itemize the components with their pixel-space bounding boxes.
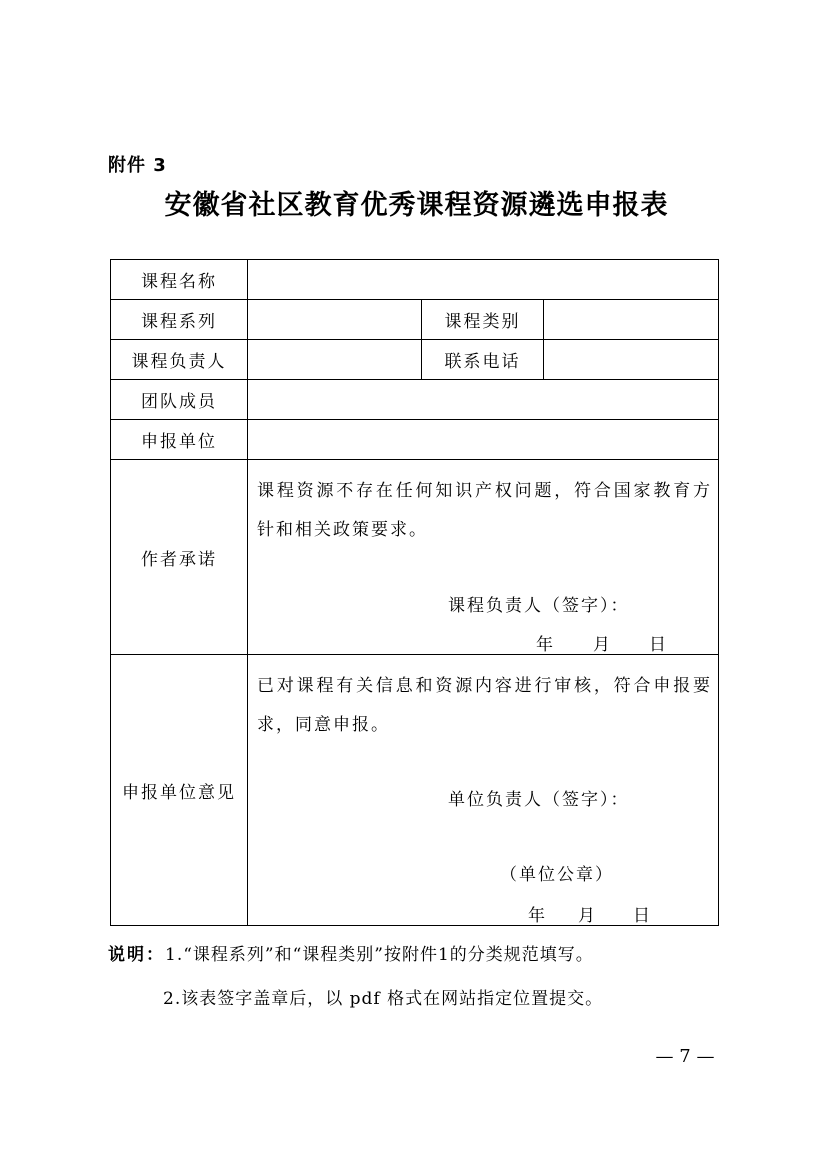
page-number: — 7 — (655, 1046, 715, 1067)
unit-opinion-label: 申报单位意见 (111, 655, 248, 926)
unit-opinion-date-day: 日 (633, 906, 652, 926)
applicant-unit-field[interactable] (248, 420, 719, 460)
team-members-field[interactable] (248, 380, 719, 420)
author-pledge-date-day: 日 (649, 635, 668, 655)
team-members-label: 团队成员 (111, 380, 248, 420)
author-pledge-signature: 课程负责人（签字）： (448, 596, 630, 616)
course-category-label: 课程类别 (422, 300, 544, 340)
application-form-table (110, 259, 719, 926)
row-team-members (111, 380, 719, 420)
unit-opinion-text: 已对课程有关信息和资源内容进行审核，符合申报要求，同意申报。 (257, 676, 713, 735)
row-applicant-unit (111, 420, 719, 460)
author-pledge-text: 课程资源不存在任何知识产权问题，符合国家教育方针和相关政策要求。 (257, 481, 713, 540)
author-pledge-date-month: 月 (593, 635, 612, 655)
unit-opinion-date-year: 年 (528, 906, 547, 926)
author-pledge-cell (248, 460, 719, 655)
contact-phone-field[interactable] (544, 340, 719, 380)
notes-item-1: 1.“课程系列”和“课程类别”按附件1的分类规范填写。 (165, 945, 594, 965)
row-course-series (111, 300, 719, 340)
applicant-unit-label: 申报单位 (111, 420, 248, 460)
contact-phone-label: 联系电话 (422, 340, 544, 380)
unit-opinion-cell (248, 655, 719, 926)
row-course-name (111, 260, 719, 300)
course-series-field[interactable] (248, 300, 422, 340)
notes-item-2: 2.该表签字盖章后，以 pdf 格式在网站指定位置提交。 (163, 989, 604, 1009)
notes-heading: 说明： (108, 945, 165, 965)
course-series-label: 课程系列 (111, 300, 248, 340)
row-author-pledge (111, 460, 719, 655)
unit-opinion-date-month: 月 (578, 906, 597, 926)
notes-line-1 (108, 940, 594, 965)
unit-seal-text: （单位公章） (500, 865, 614, 885)
course-name-label: 课程名称 (111, 260, 248, 300)
course-name-field[interactable] (248, 260, 719, 300)
author-pledge-label: 作者承诺 (111, 460, 248, 655)
course-category-field[interactable] (544, 300, 719, 340)
row-unit-opinion (111, 655, 719, 926)
row-course-leader (111, 340, 719, 380)
unit-opinion-signature: 单位负责人（签字）： (448, 790, 630, 810)
course-leader-field[interactable] (248, 340, 422, 380)
document-title: 安徽省社区教育优秀课程资源遴选申报表 (164, 190, 669, 221)
course-leader-label: 课程负责人 (111, 340, 248, 380)
author-pledge-date-year: 年 (536, 635, 555, 655)
attachment-label: 附件 3 (108, 155, 167, 176)
